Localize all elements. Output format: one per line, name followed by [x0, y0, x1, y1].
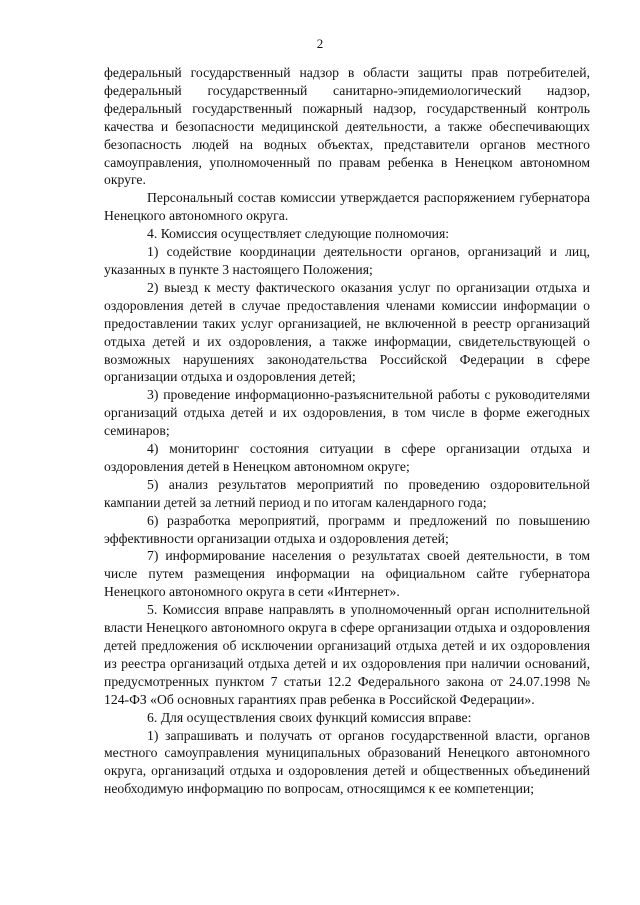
page-number: 2 — [316, 36, 324, 51]
paragraph-8: 5) анализ результатов мероприятий по проведению оздоровительной кампании детей за летний период и по итогам календарного года; — [104, 476, 590, 510]
paragraph-4: 1) содействие координации деятельности органов, организаций и лиц, указанных в пункте 3 настоящего Положения; — [104, 244, 590, 277]
paragraph-10: 7) информирование населения о результатах своей деятельности, в том числе путем размещения информации на официальном сайте губернатора Ненецкого автономного округа в сети «Интернет». — [104, 548, 590, 600]
paragraph-2: Персональный состав комиссии утверждается распоряжением губернатора Ненецкого автономного округа. — [104, 190, 590, 224]
paragraph-1: федеральный государственный надзор в области защиты прав потребителей, федеральный государственный санитарно-эпидемиологический надзор, федеральный государственный пожарный надзор, государственный контроль качества и безопасности медицинской деятельности, а также обеспечивающих безопасность людей на водных объектах, представители органов местного самоуправления, уполномоченный по правам ребенка в Ненецком автономном округе. — [104, 65, 590, 188]
paragraph-3: 4. Комиссия осуществляет следующие полномочия: — [147, 226, 450, 242]
paragraph-5: 2) выезд к месту фактического оказания услуг по организации отдыха и оздоровления детей в случае предоставления членами комиссии информации о предоставлении таких услуг организацией, не включенной в реестр организаций отдыха детей и их оздоровления, а также информации, свидетельствующей о возможных нарушениях законодательства Российской Федерации в сфере организации отдыха и оздоровления детей; — [104, 279, 590, 385]
paragraph-6: 3) проведение информационно-разъяснительной работы с руководителями организаций отдыха детей и их оздоровления, в том числе в форме ежегодных семинаров; — [104, 387, 590, 439]
paragraph-9: 6) разработка мероприятий, программ и предложений по повышению эффективности организации отдыха и оздоровления детей; — [104, 512, 590, 546]
paragraph-7: 4) мониторинг состояния ситуации в сфере организации отдыха и оздоровления детей в Ненецком автономном округе; — [104, 441, 590, 474]
document-body — [104, 64, 590, 798]
paragraph-11: 5. Комиссия вправе направлять в уполномоченный орган исполнительной власти Ненецкого автономного округа в сфере организации отдыха и оздоровления детей предложения об исключении организаций отдыха детей и их оздоровления из реестра организаций отдыха детей и их оздоровления при наличии оснований, предусмотренных пунктом 7 статьи 12.2 Федерального закона от 24.07.1998 № 124-ФЗ «Об основных гарантиях прав ребенка в Российской Федерации». — [104, 602, 590, 707]
paragraph-12: 6. Для осуществления своих функций комиссия вправе: — [147, 709, 472, 725]
paragraph-13: 1) запрашивать и получать от органов государственной власти, органов местного самоуправления муниципальных образований Ненецкого автономного округа, организаций отдыха и оздоровления детей и общественных объединений необходимую информацию по вопросам, относящимся к ее компетенции; — [104, 727, 590, 797]
